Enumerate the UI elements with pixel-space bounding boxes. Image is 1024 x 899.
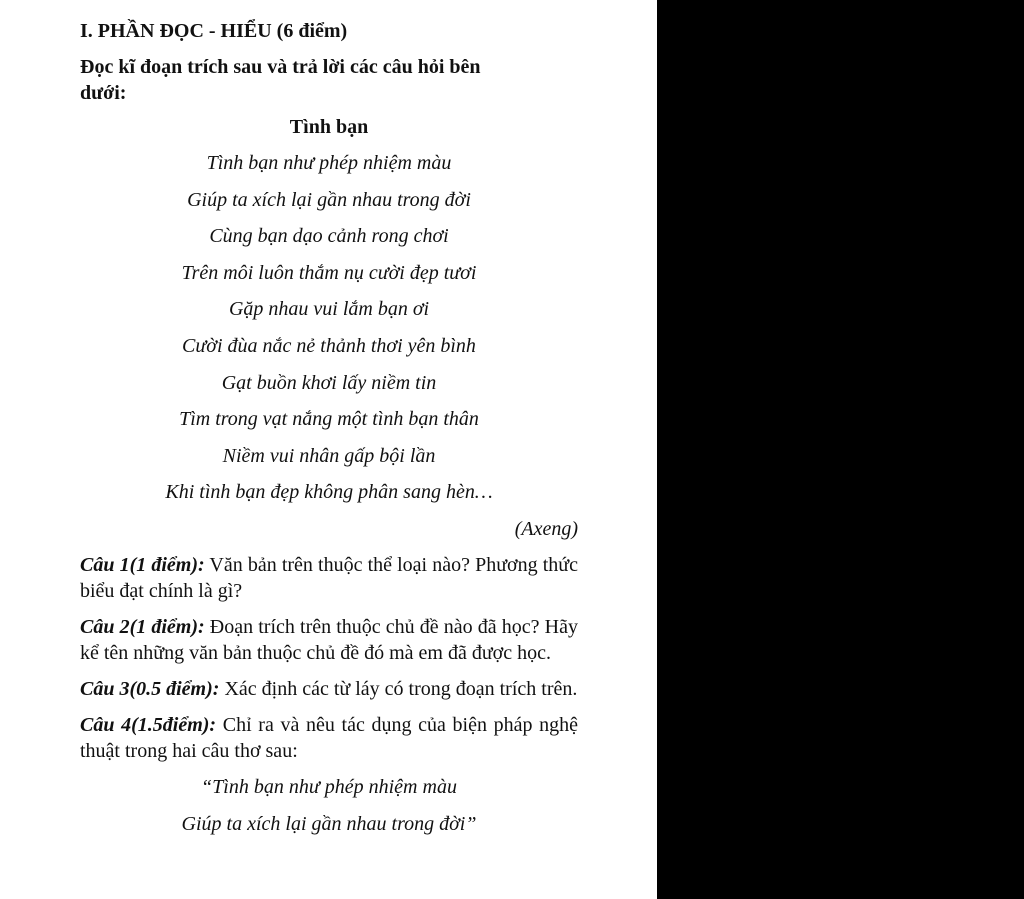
poem-line: Gặp nhau vui lắm bạn ơi (228, 298, 430, 321)
poem-line: Niềm vui nhân gấp bội lần (222, 444, 436, 467)
quoted-verse-line: Giúp ta xích lại gần nhau trong đời” (181, 812, 477, 835)
instruction-text: Đọc kĩ đoạn trích sau và trả lời các câu hỏi bên dưới: (80, 56, 481, 104)
poem-line: Giúp ta xích lại gần nhau trong đời (187, 188, 471, 211)
poem-line: Cùng bạn dạo cảnh rong chơi (209, 225, 449, 248)
poem-line: Khi tình bạn đẹp không phân sang hèn… (165, 481, 493, 504)
question-text: Đoạn trích trên thuộc chủ đề nào đã học? Hãy kể tên những văn bản thuộc chủ đề đó mà em đã được học. (80, 615, 578, 664)
question-label: Câu 1(1 điểm): (80, 553, 205, 576)
question-text: Văn bản trên thuộc thể loại nào? Phương thức biểu đạt chính là gì? (80, 553, 578, 602)
question-3 (80, 676, 578, 702)
poem-line: Tìm trong vạt nắng một tình bạn thân (179, 408, 479, 431)
question-1 (80, 552, 578, 604)
question-label: Câu 4(1.5điểm): (80, 713, 217, 736)
poem-line: Trên môi luôn thắm nụ cười đẹp tươi (181, 261, 477, 284)
document-content (80, 18, 578, 848)
section-heading: I. PHẦN ĐỌC - HIỂU (6 điểm) (80, 20, 348, 42)
poem-line: Tình bạn như phép nhiệm màu (206, 152, 452, 174)
black-side-panel (657, 0, 1024, 899)
question-4 (80, 712, 578, 764)
poem-line: Cười đùa nắc nẻ thảnh thơi yên bình (182, 334, 476, 357)
question-label: Câu 2(1 điểm): (80, 615, 205, 638)
question-label: Câu 3(0.5 điểm): (80, 677, 220, 700)
question-text: Chỉ ra và nêu tác dụng của biện pháp nghệ thuật trong hai câu thơ sau: (80, 713, 578, 762)
poem-title: Tình bạn (289, 116, 369, 138)
question-2 (80, 614, 578, 666)
poem-author: (Axeng) (514, 517, 578, 540)
question-text: Xác định các từ láy có trong đoạn trích trên. (219, 677, 578, 700)
poem-line: Gạt buồn khơi lấy niềm tin (221, 371, 437, 394)
quoted-verse-line: “Tình bạn như phép nhiệm màu (201, 775, 457, 798)
